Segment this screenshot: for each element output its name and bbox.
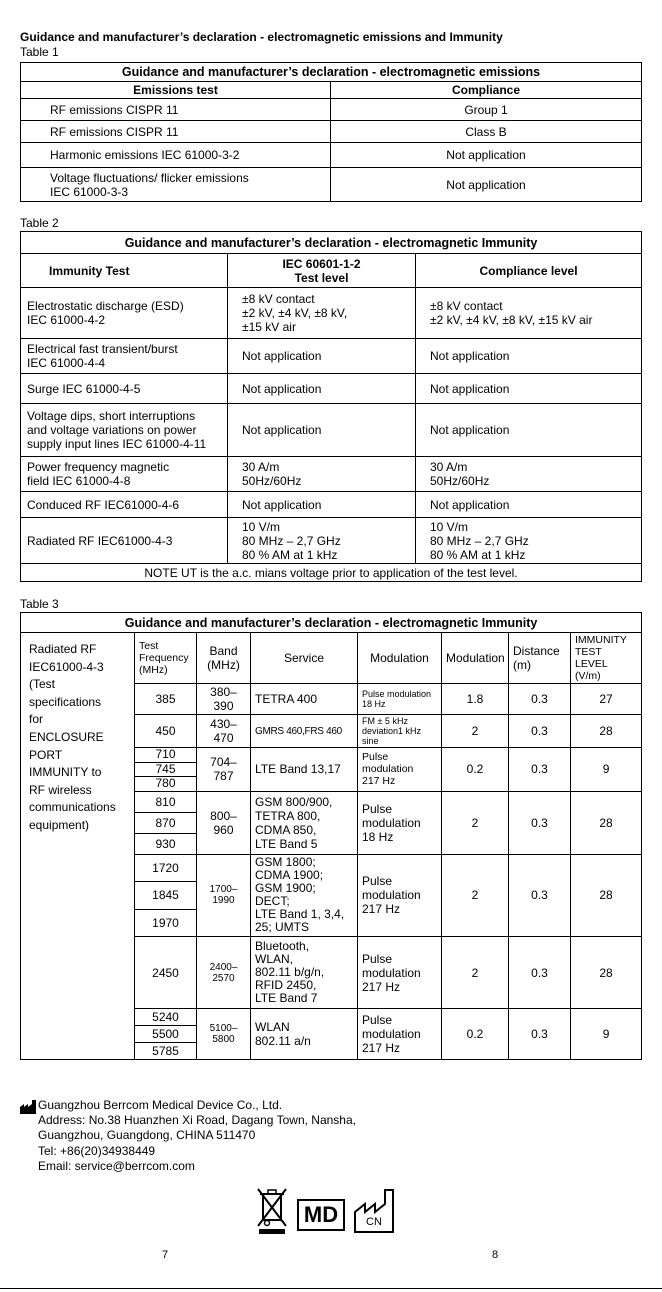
table-cell: Power frequency magnetic field IEC 61000-4-8 — [21, 457, 228, 492]
modulation-cell: Pulse modulation 217 Hz — [358, 1009, 442, 1060]
table3-caption: Guidance and manufacturer’s declaration - electromagnetic Immunity — [21, 613, 642, 633]
frequency-cell-group — [135, 748, 197, 792]
frequency-cell: 930 — [155, 836, 176, 851]
bottom-rule — [0, 1288, 662, 1289]
modulation-cell: Pulse modulation 217 Hz — [358, 937, 442, 1009]
frequency-cell: 1720 — [135, 855, 196, 883]
modulation-value-cell: 1.8 — [442, 684, 509, 715]
table1-label: Table 1 — [20, 45, 59, 59]
frequency-cell: 2450 — [135, 937, 197, 1009]
table2-header-compliance: Compliance level — [416, 254, 642, 288]
frequency-cell: 450 — [135, 715, 197, 748]
service-cell: TETRA 400 — [251, 684, 358, 715]
manufacturer-info — [38, 1098, 356, 1174]
frequency-cell: 810 — [135, 792, 196, 813]
frequency-cell-group — [135, 854, 197, 937]
table3-header-distance: Distance (m) — [509, 633, 571, 684]
table3-header-immunity: IMMUNITY TEST LEVEL (V/m) — [571, 633, 642, 684]
table3-side-label: Radiated RF IEC61000-4-3 (Test specifications for ENCLOSURE PORT IMMUNITY to RF wireless communications equipment) — [21, 633, 135, 1060]
modulation-value-cell: 2 — [442, 791, 509, 854]
table-cell: RF emissions CISPR 11 — [21, 99, 331, 121]
frequency-cell: 745 — [135, 763, 196, 778]
table-cell: Not application — [228, 339, 416, 374]
emissions-table — [20, 62, 642, 202]
distance-cell: 0.3 — [509, 854, 571, 937]
modulation-cell: Pulse modulation 18 Hz — [358, 791, 442, 854]
table1-caption: Guidance and manufacturer’s declaration - electromagnetic emissions — [21, 63, 642, 82]
level-cell: 27 — [571, 684, 642, 715]
level-cell: 28 — [571, 791, 642, 854]
table-cell: Group 1 — [331, 99, 642, 121]
table-cell: RF emissions CISPR 11 — [21, 121, 331, 143]
company-name: Guangzhou Berrcom Medical Device Co., Ltd. — [38, 1098, 283, 1112]
table-cell: 30 A/m 50Hz/60Hz — [416, 457, 642, 492]
table-cell: Electrostatic discharge (ESD) IEC 61000-4-2 — [21, 288, 228, 339]
page-number-left: 7 — [162, 1249, 169, 1261]
table-cell: ±8 kV contact ±2 kV, ±4 kV, ±8 kV, ±15 kV air — [228, 288, 416, 339]
service-cell: GSM 1800; CDMA 1900; GSM 1900; DECT; LTE Band 1, 3,4, 25; UMTS — [251, 854, 358, 937]
table-cell: Not application — [331, 143, 642, 168]
table2-header-level: IEC 60601-1-2 Test level — [228, 254, 416, 288]
distance-cell: 0.3 — [509, 791, 571, 854]
table-cell: 10 V/m 80 MHz – 2,7 GHz 80 % AM at 1 kHz — [228, 518, 416, 564]
rf-immunity-table — [20, 612, 642, 1060]
table3-header-service: Service — [251, 633, 358, 684]
table-cell: Electrical fast transient/burst IEC 61000-4-4 — [21, 339, 228, 374]
band-cell: 380–390 — [197, 684, 251, 715]
table3-header-band: Band (MHz) — [197, 633, 251, 684]
frequency-cell: 710 — [135, 748, 196, 763]
frequency-cell: 870 — [135, 813, 196, 834]
table-cell: 30 A/m 50Hz/60Hz — [228, 457, 416, 492]
factory-icon — [20, 1100, 37, 1114]
table2-caption: Guidance and manufacturer’s declaration - electromagnetic Immunity — [21, 232, 642, 254]
level-cell: 28 — [571, 854, 642, 937]
frequency-cell: 5785 — [152, 1044, 179, 1058]
band-cell: 2400–2570 — [197, 937, 251, 1009]
band-cell: 5100–5800 — [197, 1009, 251, 1060]
table2-label: Table 2 — [20, 216, 59, 230]
table-cell: Not application — [416, 404, 642, 457]
frequency-cell: 5500 — [135, 1026, 196, 1043]
modulation-cell: Pulse modulation 18 Hz — [358, 684, 442, 715]
table-cell: 10 V/m 80 MHz – 2,7 GHz 80 % AM at 1 kHz — [416, 518, 642, 564]
document-heading: Guidance and manufacturer’s declaration - electromagnetic emissions and Immunity — [20, 30, 503, 44]
level-cell: 28 — [571, 715, 642, 748]
email: Email: service@berrcom.com — [38, 1158, 195, 1173]
service-cell: LTE Band 13,17 — [251, 748, 358, 792]
table3-label: Table 3 — [20, 597, 59, 611]
modulation-value-cell: 0.2 — [442, 1009, 509, 1060]
distance-cell: 0.3 — [509, 1009, 571, 1060]
table1-header-test: Emissions test — [21, 82, 331, 99]
modulation-value-cell: 2 — [442, 937, 509, 1009]
table-cell: Not application — [416, 492, 642, 518]
service-cell: GSM 800/900, TETRA 800, CDMA 850, LTE Band 5 — [251, 791, 358, 854]
band-cell: 704–787 — [197, 748, 251, 792]
distance-cell: 0.3 — [509, 715, 571, 748]
frequency-cell: 1970 — [152, 915, 179, 930]
frequency-cell-group — [135, 1009, 197, 1060]
frequency-cell: 1845 — [135, 882, 196, 910]
table-cell: Voltage dips, short interruptions and voltage variations on power supply input lines IEC 61000-4-11 — [21, 404, 228, 457]
level-cell: 9 — [571, 1009, 642, 1060]
frequency-cell-group — [135, 791, 197, 854]
frequency-cell: 780 — [155, 776, 176, 790]
level-cell: 9 — [571, 748, 642, 792]
table2-note: NOTE UT is the a.c. mians voltage prior to application of the test level. — [21, 564, 642, 582]
service-cell: Bluetooth, WLAN, 802.11 b/g/n, RFID 2450, LTE Band 7 — [251, 937, 358, 1009]
address-line-1: Address: No.38 Huanzhen Xi Road, Dagang Town, Nansha, — [38, 1113, 356, 1128]
address-line-2: Guangzhou, Guangdong, CHINA 511470 — [38, 1128, 256, 1143]
service-cell: WLAN 802.11 a/n — [251, 1009, 358, 1060]
table1-header-compliance: Compliance — [331, 82, 642, 99]
distance-cell: 0.3 — [509, 684, 571, 715]
modulation-cell: Pulse modulation 217 Hz — [358, 854, 442, 937]
table-cell: Conduced RF IEC61000-4-6 — [21, 492, 228, 518]
table3-header-modulation2: Modulation — [442, 633, 509, 684]
modulation-value-cell: 2 — [442, 715, 509, 748]
table-cell: Not application — [416, 339, 642, 374]
modulation-cell: Pulse modulation 217 Hz — [358, 748, 442, 792]
frequency-cell: 5240 — [135, 1009, 196, 1026]
table-cell: Class B — [331, 121, 642, 143]
band-cell: 1700–1990 — [197, 854, 251, 937]
table-cell: ±8 kV contact ±2 kV, ±4 kV, ±8 kV, ±15 kV air — [416, 288, 642, 339]
table-cell: Not application — [228, 492, 416, 518]
level-cell: 28 — [571, 937, 642, 1009]
band-cell: 800–960 — [197, 791, 251, 854]
distance-cell: 0.3 — [509, 937, 571, 1009]
table-cell: Not application — [228, 374, 416, 404]
immunity-table — [20, 231, 642, 582]
band-cell: 430–470 — [197, 715, 251, 748]
modulation-cell: FM ± 5 kHz deviation1 kHz sine — [358, 715, 442, 748]
table-cell: Surge IEC 61000-4-5 — [21, 374, 228, 404]
modulation-value-cell: 0.2 — [442, 748, 509, 792]
manufacture-country-symbol — [353, 1188, 401, 1234]
table-cell: Harmonic emissions IEC 61000-3-2 — [21, 143, 331, 168]
crossed-bin-icon — [255, 1186, 289, 1234]
country-code: CN — [366, 1216, 382, 1228]
frequency-cell: 385 — [135, 684, 197, 715]
page-number-right: 8 — [492, 1249, 499, 1261]
table2-header-test: Immunity Test — [21, 254, 228, 288]
table-cell: Radiated RF IEC61000-4-3 — [21, 518, 228, 564]
table3-header-frequency: Test Frequency (MHz) — [135, 633, 197, 684]
regulatory-symbols — [255, 1186, 401, 1234]
telephone: Tel: +86(20)34938449 — [38, 1143, 156, 1158]
modulation-value-cell: 2 — [442, 854, 509, 937]
table3-header-modulation: Modulation — [358, 633, 442, 684]
distance-cell: 0.3 — [509, 748, 571, 792]
table-cell: Not application — [331, 168, 642, 202]
table-cell: Not application — [416, 374, 642, 404]
table-cell: Voltage fluctuations/ flicker emissions IEC 61000-3-3 — [21, 168, 331, 202]
md-symbol: MD — [297, 1199, 345, 1231]
table-cell: Not application — [228, 404, 416, 457]
service-cell: GMRS 460,FRS 460 — [251, 715, 358, 748]
